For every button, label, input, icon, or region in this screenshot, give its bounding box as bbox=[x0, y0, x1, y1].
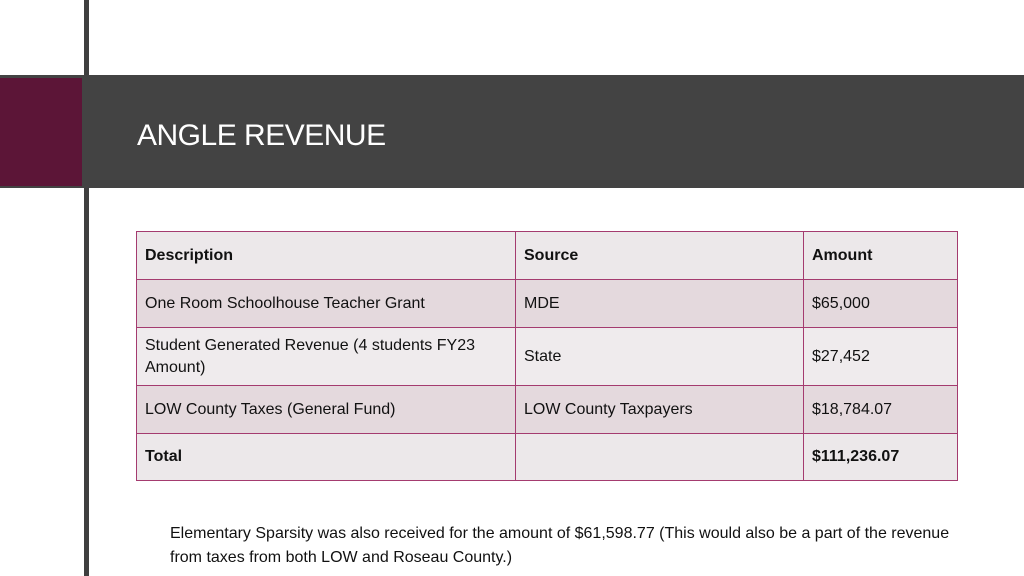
table-total-row bbox=[137, 434, 958, 481]
header-source: Source bbox=[516, 232, 804, 280]
cell-description: LOW County Taxes (General Fund) bbox=[137, 386, 516, 434]
cell-description: One Room Schoolhouse Teacher Grant bbox=[137, 280, 516, 328]
cell-source: MDE bbox=[516, 280, 804, 328]
cell-source: State bbox=[516, 328, 804, 386]
cell-amount: $65,000 bbox=[804, 280, 958, 328]
accent-block bbox=[0, 78, 82, 186]
total-label: Total bbox=[137, 434, 516, 481]
table-row bbox=[137, 280, 958, 328]
header-amount: Amount bbox=[804, 232, 958, 280]
table-header-row bbox=[137, 232, 958, 280]
cell-source: LOW County Taxpayers bbox=[516, 386, 804, 434]
table-row bbox=[137, 386, 958, 434]
cell-amount: $27,452 bbox=[804, 328, 958, 386]
header-description: Description bbox=[137, 232, 516, 280]
total-amount: $111,236.07 bbox=[804, 434, 958, 481]
slide-title: ANGLE REVENUE bbox=[137, 119, 386, 152]
cell-amount: $18,784.07 bbox=[804, 386, 958, 434]
table-row bbox=[137, 328, 958, 386]
cell-description: Student Generated Revenue (4 students FY23 Amount) bbox=[137, 328, 516, 386]
revenue-table bbox=[136, 231, 958, 481]
total-source bbox=[516, 434, 804, 481]
footnote-text: Elementary Sparsity was also received for the amount of $61,598.77 (This would also be a part of the revenue from taxes from both LOW and Roseau County.) bbox=[170, 525, 950, 566]
